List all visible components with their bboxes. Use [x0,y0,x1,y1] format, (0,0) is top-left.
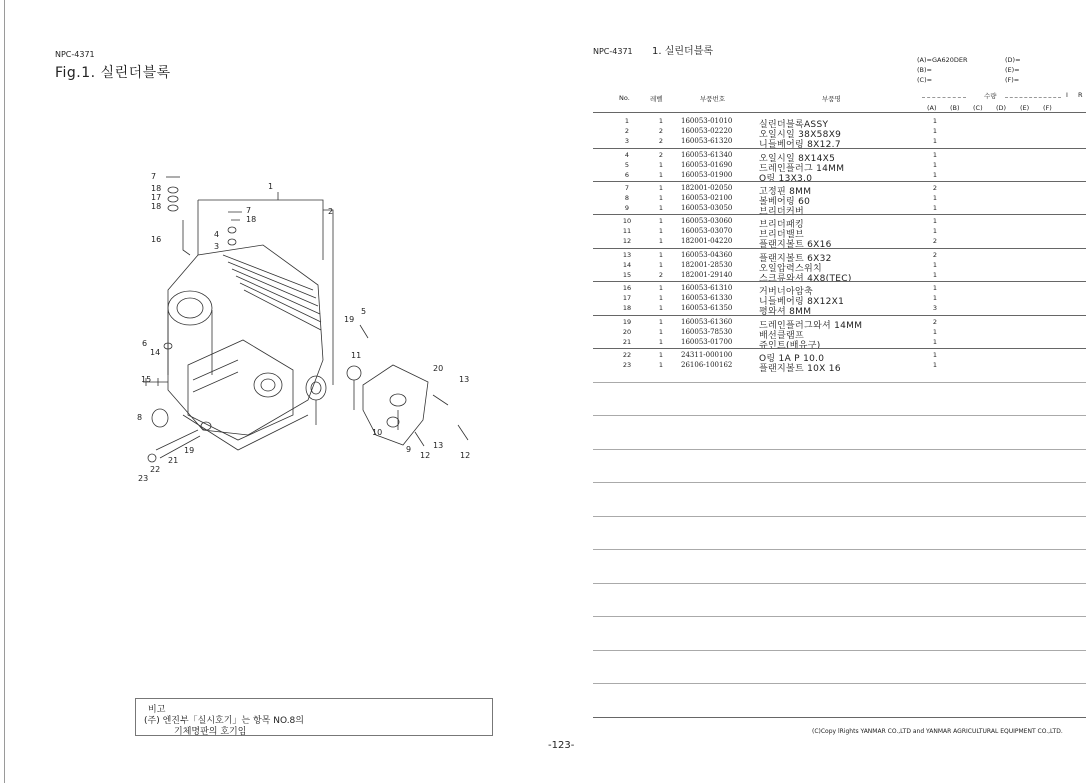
row-qty: 1 [932,137,938,145]
row-part-name: 배선클램프 [759,331,804,341]
callout-4: 4 [214,230,220,239]
row-qty: 1 [932,351,938,359]
row-level: 2 [658,137,664,145]
callout-10: 10 [372,428,383,437]
table-row [593,271,1086,284]
row-level: 1 [658,237,664,245]
row-part-name: 드레인플러그와셔 14MM [759,321,863,331]
row-level: 1 [658,261,664,269]
row-qty: 1 [932,217,938,225]
cylinder-block-outline [168,245,323,435]
row-level: 1 [658,194,664,202]
table-row [593,304,1086,317]
row-part-name: 볼베어링 60 [759,197,811,207]
row-part-name: 실린더블록ASSY [759,120,829,130]
row-no: 23 [622,361,632,369]
table-row [593,184,1086,197]
copyright-notice: (C)Copy lRights YANMAR CO.,LTD and YANMAR AGRICULTURAL EQUIPMENT CO.,LTD. [812,728,1063,735]
row-qty: 2 [932,318,938,326]
row-part-no: 160053-61320 [681,137,733,145]
model-f: (F)= [1005,76,1020,84]
row-part-no: 160053-61360 [681,318,733,326]
row-part-no: 160053-03060 [681,217,733,225]
callout-19b: 19 [184,446,195,455]
row-part-no: 160053-78530 [681,328,733,336]
row-part-name: 플랜지볼트 10X 16 [759,364,841,374]
table-row [593,338,1086,351]
table-row [593,171,1086,184]
note-heading: 비고 [148,705,166,715]
table-row [593,261,1086,274]
callout-11: 11 [351,351,362,360]
table-row [593,117,1086,130]
row-level: 1 [658,294,664,302]
row-part-name: 드레인플러그 14MM [759,164,845,174]
header-part-name: 부품명 [822,95,841,103]
callout-7a: 7 [151,172,157,181]
group-rule [593,315,1086,316]
row-part-no: 182001-28530 [681,261,733,269]
callout-8: 8 [137,413,143,422]
row-no: 15 [622,271,632,279]
row-part-no: 182001-02050 [681,184,733,192]
row-no: 8 [624,194,630,202]
row-part-no: 160053-02220 [681,127,733,135]
table-row [593,361,1086,374]
callout-18c: 18 [246,215,257,224]
callout-15: 15 [141,375,152,384]
header-level: 레벨 [650,95,663,103]
header-col-f: (F) [1043,104,1052,112]
header-i: I [1066,91,1068,99]
row-part-name: 브리더밸브 [759,230,804,240]
row-level: 1 [658,328,664,336]
blank-rule [593,549,1086,550]
callout-13b: 13 [433,441,444,450]
row-part-no: 160053-61340 [681,151,733,159]
header-col-e: (E) [1020,104,1030,112]
row-part-no: 160053-61310 [681,284,733,292]
row-qty: 1 [932,171,938,179]
row-part-no: 160053-02100 [681,194,733,202]
table-row [593,318,1086,331]
row-part-no: 182001-29140 [681,271,733,279]
model-d: (D)= [1005,56,1021,64]
table-row [593,194,1086,207]
table-row [593,251,1086,264]
header-col-c: (C) [973,104,983,112]
row-no: 14 [622,261,632,269]
bottom-rule [593,717,1086,718]
row-qty: 1 [932,127,938,135]
row-level: 1 [658,204,664,212]
blank-rule [593,415,1086,416]
row-part-name: 브리더패킹 [759,220,804,230]
row-level: 1 [658,338,664,346]
table-row [593,237,1086,250]
row-level: 1 [658,304,664,312]
header-col-a: (A) [927,104,937,112]
exploded-parts-diagram [128,160,478,490]
callout-21: 21 [168,456,179,465]
callout-17: 17 [151,193,162,202]
blank-rule [593,516,1086,517]
header-part-no: 부품번호 [700,95,726,103]
row-part-name: 고정핀 8MM [759,187,812,197]
row-level: 1 [658,161,664,169]
header-no: No. [619,94,630,102]
row-part-no: 160053-04360 [681,251,733,259]
callout-3: 3 [214,242,220,251]
note-line-2: 기체명판의 호기임 [174,727,247,737]
figure-title: Fig.1. 실린더블록 [55,65,171,81]
row-part-no: 160053-01700 [681,338,733,346]
row-qty: 2 [932,237,938,245]
row-no: 17 [622,294,632,302]
row-no: 2 [624,127,630,135]
row-part-no: 160053-61330 [681,294,733,302]
row-qty: 1 [932,194,938,202]
parts-table [593,0,1088,783]
model-b: (B)= [917,66,932,74]
row-no: 1 [624,117,630,125]
row-part-name: 쥬인트(배유구) [759,341,821,351]
row-part-name: 브리더커버 [759,207,804,217]
blank-rule [593,616,1086,617]
row-no: 7 [624,184,630,192]
row-part-name: 플랜지볼트 6X32 [759,254,832,264]
header-col-d: (D) [996,104,1007,112]
blank-rule [593,482,1086,483]
row-qty: 1 [932,271,938,279]
row-qty: 1 [932,161,938,169]
row-qty: 1 [932,294,938,302]
note-box [135,698,493,736]
row-qty: 1 [932,284,938,292]
row-level: 1 [658,361,664,369]
row-qty: 1 [932,117,938,125]
row-part-no: 160053-03050 [681,204,733,212]
right-doc-code: NPC-4371 [593,47,633,56]
header-col-b: (B) [950,104,960,112]
row-qty: 1 [932,328,938,336]
row-level: 1 [658,351,664,359]
row-no: 11 [622,227,632,235]
group-rule [593,281,1086,282]
row-part-no: 160053-03070 [681,227,733,235]
row-part-no: 24311-000100 [681,351,733,359]
row-no: 3 [624,137,630,145]
row-no: 4 [624,151,630,159]
table-row [593,137,1086,150]
row-qty: 1 [932,204,938,212]
table-row [593,217,1086,230]
callout-19a: 19 [344,315,355,324]
row-no: 6 [624,171,630,179]
model-e: (E)= [1005,66,1020,74]
row-no: 18 [622,304,632,312]
group-rule [593,214,1086,215]
table-row [593,284,1086,297]
header-r: R [1078,91,1083,99]
callout-5: 5 [361,307,367,316]
row-qty: 1 [932,151,938,159]
callout-2: 2 [328,207,334,216]
row-no: 19 [622,318,632,326]
group-rule [593,248,1086,249]
row-part-no: 160053-01010 [681,117,733,125]
row-no: 22 [622,351,632,359]
row-part-no: 160053-01690 [681,161,733,169]
callout-14: 14 [150,348,161,357]
blank-rule [593,650,1086,651]
callout-1: 1 [268,182,274,191]
row-qty: 1 [932,361,938,369]
row-level: 1 [658,227,664,235]
row-level: 1 [658,284,664,292]
blank-rule [593,583,1086,584]
left-doc-code: NPC-4371 [55,50,95,59]
row-no: 9 [624,204,630,212]
callout-9: 9 [406,445,412,454]
table-row [593,227,1086,240]
row-part-name: 평와셔 8MM [759,307,812,317]
row-part-no: 160053-61350 [681,304,733,312]
callout-16: 16 [151,235,162,244]
row-part-name: O링 1A P 10.0 [759,354,825,364]
callout-6: 6 [142,339,148,348]
row-part-name: O링 13X3.0 [759,174,813,184]
group-rule [593,348,1086,349]
row-level: 1 [658,184,664,192]
row-part-name: 오일압력스위치 [759,264,822,274]
row-part-name: 니들베어링 8X12X1 [759,297,845,307]
callout-7b: 7 [246,206,252,215]
row-part-name: 오일시일 38X58X9 [759,130,842,140]
model-a: (A)=GA620DER [917,56,968,64]
table-row [593,294,1086,307]
row-level: 2 [658,151,664,159]
row-part-no: 182001-04220 [681,237,733,245]
row-qty: 1 [932,338,938,346]
page-edge-line [4,0,5,783]
callout-12a: 12 [420,451,431,460]
table-row [593,161,1086,174]
row-qty: 2 [932,184,938,192]
row-qty: 1 [932,227,938,235]
row-qty: 1 [932,261,938,269]
row-level: 2 [658,127,664,135]
row-level: 1 [658,171,664,179]
row-part-no: 26106-100162 [681,361,733,369]
callout-20: 20 [433,364,444,373]
blank-rule [593,382,1086,383]
callout-18a: 18 [151,184,162,193]
callout-12b: 12 [460,451,471,460]
row-no: 10 [622,217,632,225]
table-row [593,151,1086,164]
row-no: 5 [624,161,630,169]
header-qty: 수량 [984,92,997,100]
group-rule [593,181,1086,182]
model-c: (C)= [917,76,933,84]
row-no: 13 [622,251,632,259]
page-number: -123- [548,740,575,751]
row-no: 21 [622,338,632,346]
row-no: 16 [622,284,632,292]
table-row [593,328,1086,341]
row-level: 1 [658,117,664,125]
row-no: 12 [622,237,632,245]
row-part-name: 플랜지볼트 6X16 [759,240,832,250]
note-line-1: (주) 엔진부「실시호기」는 항목 NO.8의 [144,716,304,726]
callout-18b: 18 [151,202,162,211]
row-level: 1 [658,251,664,259]
right-title: 1. 실린더블록 [652,46,714,57]
blank-rule [593,683,1086,684]
callout-22: 22 [150,465,161,474]
group-rule [593,148,1086,149]
row-part-name: 거버너아암축 [759,287,813,297]
row-part-no: 160053-01900 [681,171,733,179]
row-qty: 3 [932,304,938,312]
table-row [593,127,1086,140]
row-part-name: 오일시일 8X14X5 [759,154,836,164]
row-part-name: 스크류와셔 4X8(TEC) [759,274,852,284]
table-row [593,204,1086,217]
row-level: 1 [658,318,664,326]
row-level: 2 [658,271,664,279]
callout-23: 23 [138,474,149,483]
row-part-name: 니들베어링 8X12.7 [759,140,841,150]
table-row [593,351,1086,364]
blank-rule [593,449,1086,450]
row-no: 20 [622,328,632,336]
row-level: 1 [658,217,664,225]
row-qty: 2 [932,251,938,259]
callout-13a: 13 [459,375,470,384]
